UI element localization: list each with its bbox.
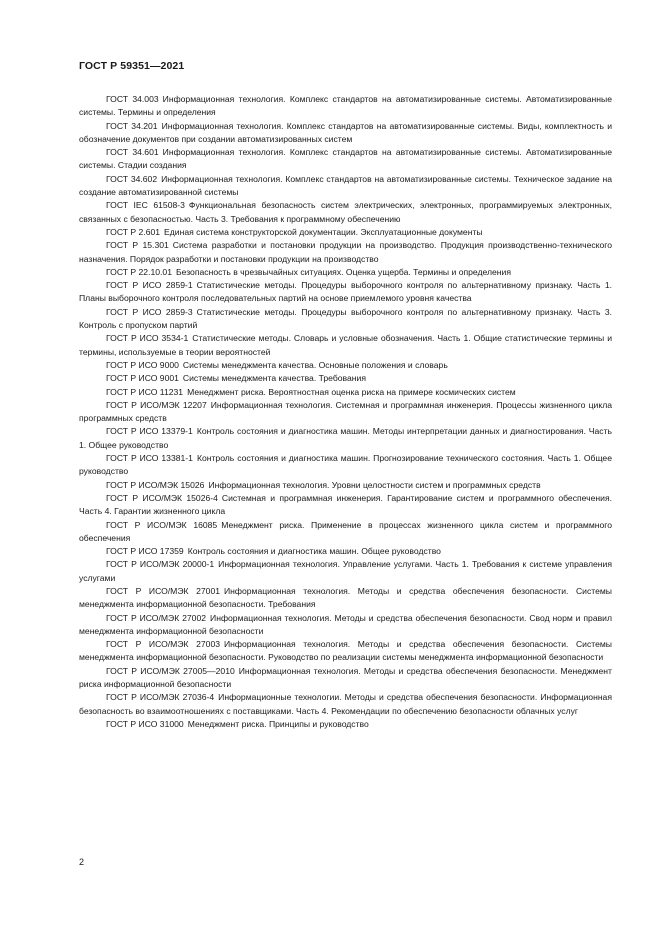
reference-entry: [79, 558, 612, 585]
reference-code: ГОСТ Р 22.10.01: [106, 266, 172, 277]
reference-code: ГОСТ Р ИСО 11231: [106, 386, 184, 397]
reference-title: Информационная технология. Методы и средства обеспечения безопасности. Менеджмент риска информационной безопасности: [79, 665, 612, 690]
reference-title: Контроль состояния и диагностика машин. Прогнозирование технического состояния. Часть 1. Общее руководство: [79, 453, 612, 477]
reference-code: ГОСТ Р ИСО 31000: [106, 718, 184, 729]
reference-code: ГОСТ 34.003: [106, 94, 159, 104]
reference-entry: [79, 452, 612, 479]
reference-entry: [79, 492, 612, 519]
reference-code: ГОСТ Р ИСО 13379-1: [106, 426, 193, 437]
reference-code: ГОСТ Р ИСО 9000: [106, 359, 179, 370]
reference-entry: [79, 226, 612, 239]
reference-code: ГОСТ Р ИСО 17359: [106, 546, 184, 557]
reference-entry: [79, 146, 612, 173]
reference-entry: [79, 279, 612, 306]
reference-code: ГОСТ 34.602: [106, 173, 158, 184]
reference-entry: [79, 332, 612, 359]
reference-title: Системная и программная инженерия. Гарантирование систем и программного обеспечения. Часть 4. Гарантии жизненного цикла: [79, 492, 612, 517]
reference-code: ГОСТ Р ИСО 9001: [106, 373, 179, 384]
reference-title: Статистические методы. Словарь и условные обозначения. Часть 1. Общие статистические термины и термины, используемые в теории вероятностей: [79, 333, 612, 357]
reference-title: Контроль состояния и диагностика машин. Методы интерпретации данных и диагностирования. Часть 1. Общее руководство: [79, 426, 613, 450]
reference-code: ГОСТ Р ИСО/МЭК 15026: [106, 479, 205, 490]
reference-title: Информационная технология. Методы и средства обеспечения безопасности. Системы менеджмента информационной безопасности. Руководство по реализации системы менеджмента информационной безопасности: [79, 639, 612, 663]
reference-title: Информационная технология. Методы и средства обеспечения безопасности. Системы менеджмента информационной безопасности. Требования: [79, 585, 612, 610]
reference-title: Менеджмент риска. Принципы и руководство: [187, 718, 369, 729]
reference-title: Системы менеджмента качества. Основные положения и словарь: [182, 359, 448, 370]
reference-entry: [79, 239, 612, 266]
reference-code: ГОСТ Р ИСО/МЭК 16085: [106, 519, 218, 530]
reference-title: Информационная технология. Управление услугами. Часть 1. Требования к системе управления услугами: [79, 559, 612, 583]
reference-title: Система разработки и постановки продукции на производство. Продукция производственно-технического назначения. Порядок разработки и постановки продукции на производство: [79, 240, 613, 264]
reference-code: ГОСТ Р ИСО/МЭК 15026-4: [106, 492, 218, 503]
reference-title: Информационные технологии. Методы и средства обеспечения безопасности. Информационная безопасность во взаимоотношениях с поставщиками. Часть 4. Рекомендации по обеспечению безопасности облачных услуг: [79, 692, 612, 716]
reference-title: Информационная технология. Комплекс стандартов на автоматизированные системы. Автоматизированные системы. Стадии создания: [79, 147, 612, 171]
reference-title: Информационная технология. Уровни целостности систем и программных средств: [208, 479, 541, 490]
reference-entry: [79, 612, 612, 639]
reference-entry: [79, 359, 612, 372]
reference-title: Менеджмент риска. Вероятностная оценка риска на примере космических систем: [187, 386, 516, 397]
reference-entry: [79, 93, 612, 120]
reference-title: Функциональная безопасность систем электрических, электронных, программируемых электронных, связанных с безопасностью. Часть 3. Требования к программному обеспечению: [79, 200, 612, 224]
reference-entry: [79, 479, 612, 492]
reference-code: ГОСТ Р ИСО/МЭК 27002: [106, 612, 207, 623]
reference-code: ГОСТ Р ИСО/МЭК 27005—2010: [106, 665, 235, 676]
reference-title: Единая система конструкторской документации. Эксплуатационные документы: [164, 226, 483, 237]
reference-title: Системы менеджмента качества. Требования: [182, 373, 366, 384]
reference-code: ГОСТ Р ИСО/МЭК 27036-4: [106, 692, 215, 703]
reference-entry: [79, 173, 612, 200]
reference-entry: [79, 545, 612, 558]
reference-title: Информационная технология. Комплекс стандартов на автоматизированные системы. Автоматизированные системы. Термины и определения: [79, 94, 612, 118]
reference-title: Информационная технология. Системная и программная инженерия. Процессы жизненного цикла программных средств: [79, 399, 612, 424]
reference-title: Контроль состояния и диагностика машин. Общее руководство: [187, 546, 441, 557]
reference-title: Безопасность в чрезвычайных ситуациях. Оценка ущерба. Термины и определения: [175, 266, 511, 277]
reference-entry: [79, 266, 612, 279]
reference-title: Информационная технология. Комплекс стандартов на автоматизированные системы. Техническое задание на создание автоматизированной системы: [79, 173, 612, 198]
reference-code: ГОСТ Р 15.301: [106, 240, 169, 251]
reference-entry: [79, 199, 612, 226]
reference-title: Статистические методы. Процедуры выборочного контроля по альтернативному признаку. Часть 3. Контроль с пропуском партий: [79, 306, 613, 331]
references-list: [79, 93, 612, 731]
reference-entry: [79, 691, 612, 718]
reference-entry: [79, 306, 612, 333]
reference-code: ГОСТ 34.601: [106, 147, 159, 158]
reference-title: Информационная технология. Методы и средства обеспечения безопасности. Свод норм и правил менеджмента информационной безопасности: [79, 612, 612, 636]
reference-entry: [79, 718, 612, 731]
reference-code: ГОСТ Р ИСО 13381-1: [106, 453, 193, 464]
reference-code: ГОСТ Р ИСО/МЭК 27003: [106, 639, 220, 650]
page-number: 2: [79, 857, 85, 867]
reference-entry: [79, 372, 612, 385]
reference-code: ГОСТ Р ИСО/МЭК 12207: [106, 399, 207, 410]
reference-title: Информационная технология. Комплекс стандартов на автоматизированные системы. Виды, комплектность и обозначение документов при создании автоматизированных систем: [79, 120, 612, 144]
reference-entry: [79, 638, 612, 665]
reference-entry: [79, 386, 612, 399]
document-header: ГОСТ Р 59351—2021: [79, 60, 185, 72]
reference-entry: [79, 399, 612, 426]
reference-title: Менеджмент риска. Применение в процессах жизненного цикла систем и программного обеспечения: [79, 519, 612, 543]
reference-entry: [79, 519, 612, 546]
reference-entry: [79, 425, 612, 452]
reference-code: ГОСТ Р ИСО 2859-1: [106, 280, 193, 291]
reference-code: ГОСТ Р ИСО 2859-3: [106, 306, 193, 317]
reference-code: ГОСТ 34.201: [106, 120, 158, 131]
reference-code: ГОСТ Р ИСО 3534-1: [106, 333, 189, 344]
reference-code: ГОСТ Р 2.601: [106, 226, 161, 237]
reference-code: ГОСТ Р ИСО/МЭК 20000-1: [106, 559, 215, 570]
reference-entry: [79, 120, 612, 147]
reference-code: ГОСТ IEC 61508-3: [106, 200, 185, 211]
reference-code: ГОСТ Р ИСО/МЭК 27001: [106, 585, 220, 596]
reference-title: Статистические методы. Процедуры выборочного контроля по альтернативному признаку. Часть 1. Планы выборочного контроля последовательных партий на основе приемлемого уровня качества: [79, 280, 613, 304]
reference-entry: [79, 665, 612, 692]
reference-entry: [79, 585, 612, 612]
